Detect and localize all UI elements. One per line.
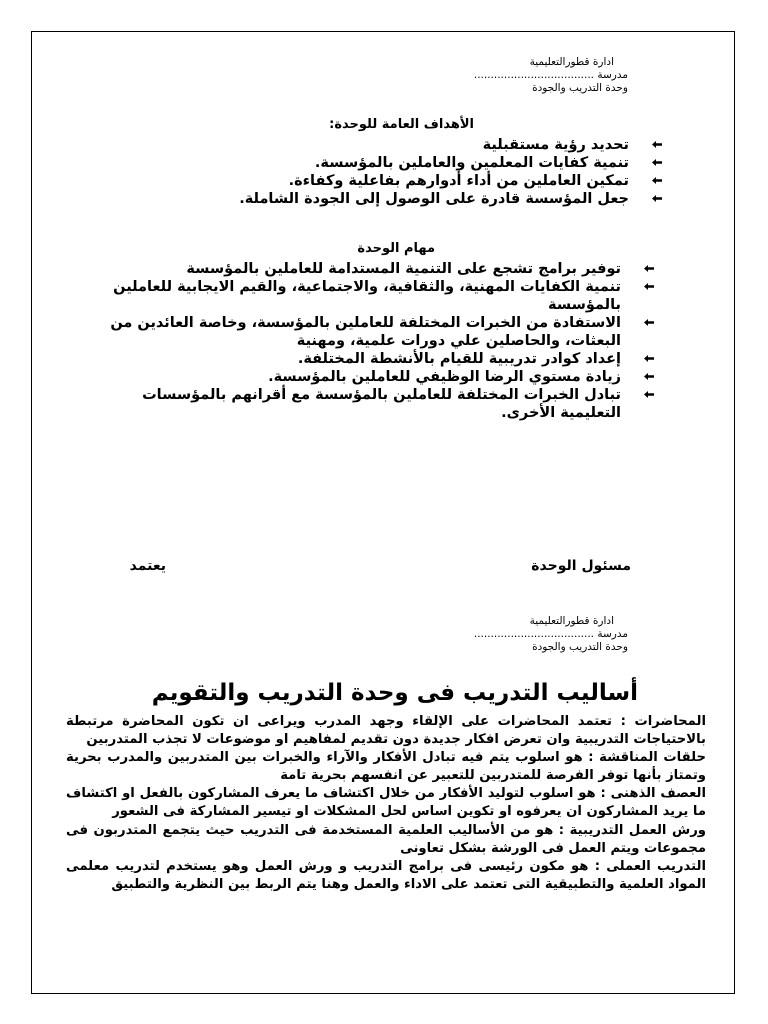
arrow-bullet-icon	[651, 194, 663, 203]
approval-signature: يعتمد	[129, 558, 166, 574]
header-block-2	[474, 615, 628, 654]
tasks-item	[80, 278, 655, 314]
method-paragraph: المحاضرات : تعتمد المحاضرات على الإلقاء وجهد المدرب ويراعى ان تكون المحاضرة مرتبطة بالاحتياجات التدريبية وان تعرض افكار جديدة دون تقديم لمفاهيم او موضوعات لا تجذب المتدربين	[66, 714, 706, 748]
tasks-item	[80, 386, 655, 422]
unit-head-signature: مسئول الوحدة	[531, 558, 631, 574]
tasks-list	[80, 260, 655, 422]
tasks-item-text: تنمية الكفايات المهنية، والثقافية، والاجتماعية، والقيم الايجابية للعاملين بالمؤسسة	[113, 279, 621, 313]
header-unit-2: وحدة التدريب والجودة	[532, 641, 628, 653]
method-paragraph: ورش العمل التدريبية : هو من الأساليب العلمية المستخدمة فى التدريب حيث يتجمع المتدربون فى مجموعات ويتم العمل فى الورشة بشكل تعاونى	[66, 822, 706, 856]
tasks-item	[80, 368, 655, 386]
goals-title: الأهداف العامة للوحدة:	[329, 117, 474, 132]
tasks-item-text: الاستفادة من الخبرات المختلفة للعاملين بالمؤسسة، وخاصة العائدين من البعثات، والحاصلين علي دورات علمية، ومهنية	[110, 315, 621, 349]
header-school: مدرسة ....................................	[473, 69, 628, 81]
tasks-item-text: تبادل الخبرات المختلفة للعاملين بالمؤسسة مع أقرانهم بالمؤسسات التعليمية الأخرى.	[142, 387, 621, 421]
methods-body	[66, 713, 706, 894]
header-school-2: مدرسة ....................................	[473, 628, 628, 640]
methods-title: أساليب التدريب فى وحدة التدريب والتقويم	[151, 680, 638, 706]
arrow-bullet-icon	[643, 372, 655, 381]
arrow-bullet-icon	[643, 318, 655, 327]
goals-item	[103, 190, 663, 208]
goals-item	[103, 172, 663, 190]
tasks-item	[80, 314, 655, 350]
tasks-item	[80, 260, 655, 278]
header-unit: وحدة التدريب والجودة	[532, 82, 628, 94]
goals-item	[103, 136, 663, 154]
goals-item	[103, 154, 663, 172]
arrow-bullet-icon	[643, 264, 655, 273]
header-admin: ادارة قطورالتعليمية	[529, 56, 614, 68]
goals-item-text: تمكين العاملين من أداء أدوارهم بفاعلية وكفاءة.	[288, 173, 629, 189]
arrow-bullet-icon	[643, 282, 655, 291]
header-admin-2: ادارة قطورالتعليمية	[529, 615, 614, 627]
header-block	[474, 56, 628, 95]
arrow-bullet-icon	[643, 390, 655, 399]
tasks-item-text: زيادة مستوي الرضا الوظيفي للعاملين بالمؤسسة.	[268, 369, 621, 385]
arrow-bullet-icon	[651, 140, 663, 149]
arrow-bullet-icon	[651, 158, 663, 167]
tasks-item	[80, 350, 655, 368]
tasks-item-text: توفير برامج تشجع على التنمية المستدامة للعاملين بالمؤسسة	[186, 261, 621, 277]
tasks-title: مهام الوحدة	[357, 241, 435, 256]
goals-item-text: تحديد رؤية مستقبلية	[482, 137, 629, 153]
arrow-bullet-icon	[643, 354, 655, 363]
tasks-item-text: إعداد كوادر تدريبية للقيام بالأنشطة المختلفة.	[297, 351, 621, 367]
method-paragraph: حلقات المناقشة : هو اسلوب يتم فيه تبادل الأفكار والآراء والخبرات بين المتدربين والمدرب بحرية وتمتاز بأنها توفر الفرصة للمتدربين للتعبير عن انفسهم بحرية تامة	[66, 750, 706, 784]
method-paragraph: التدريب العملى : هو مكون رئيسى فى برامج التدريب و ورش العمل وهو يستخدم لتدريب معلمى المواد العلمية والتطبيقية التى تعتمد على الاداء والعمل وهنا يتم الربط بين النظرية والتطبيق	[66, 858, 706, 892]
arrow-bullet-icon	[651, 176, 663, 185]
method-paragraph: العصف الذهنى : هو اسلوب لتوليد الأفكار من خلال اكتشاف ما يعرف المشاركون بالفعل او اكتشاف ما يريد المشاركون ان يعرفوه او تكوين اساس لحل المشكلات او تيسير المشاركة فى الشعور	[66, 786, 706, 820]
goals-list	[103, 136, 663, 208]
goals-item-text: جعل المؤسسة قادرة على الوصول إلى الجودة الشاملة.	[239, 191, 629, 207]
goals-item-text: تنمية كفايات المعلمين والعاملين بالمؤسسة.	[314, 155, 629, 171]
